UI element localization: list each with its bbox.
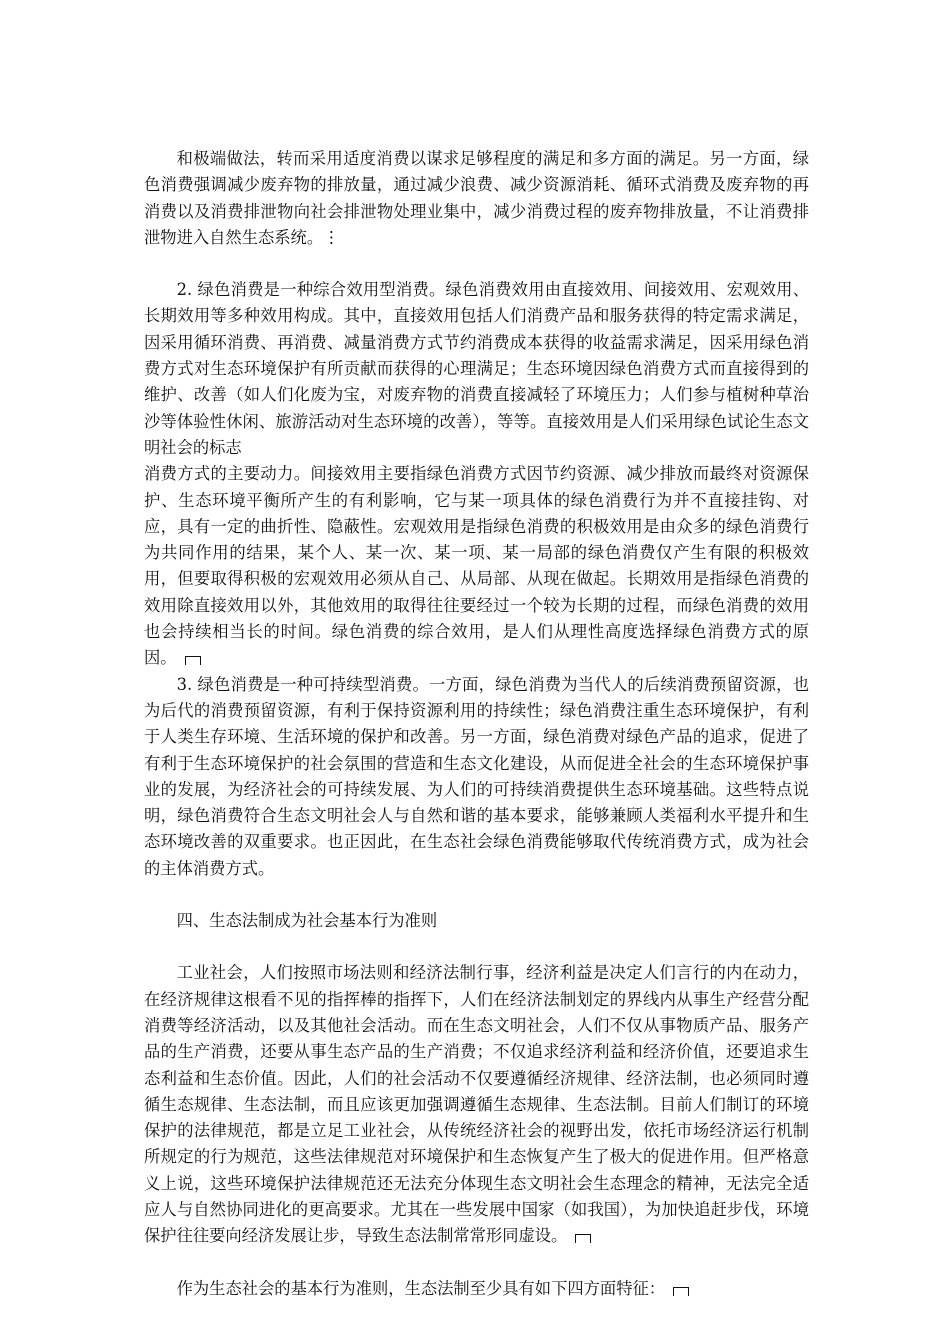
paragraph-1: 和极端做法，转而采用适度消费以谋求足够程度的满足和多方面的满足。另一方面，绿色消费强调减少废弃物的排放量，通过减少浪费、减少资源消耗、循环式消费及废弃物的再消费以及消费排泄物向社会排泄物处理业集中，减少消费过程的废弃物排放量，不让消费排泄物进入自然生态系统。⋮ — [144, 149, 809, 247]
paragraph-5-text: 工业社会，人们按照市场法则和经济法制行事，经济利益是决定人们言行的内在动力，在经济规律这根看不见的指挥棒的指挥下，人们在经济法制划定的界线内从事生产经营分配消费等经济活动，以及其他社会活动。而在生态文明社会，人们不仅从事物质产品、服务产品的生产消费，还要从事生态产品的生产消费；不仅追求经济利益和经济价值，还要追求生态利益和生态价值。因此，人们的社会活动不仅要遵循经济规律、经济法制，也必须同时遵循生态规律、生态法制，而且应该更加强调遵循生态规律、生态法制。目前人们制订的环境保护的法律规范，都是立足工业社会，从传统经济社会的视野出发，依托市场经济运行机制所规定的行为规范，这些法律规范对环境保护和生态恢复产生了极大的促进作用。但严格意义上说，这些环境保护法律规范还无法充分体现生态文明社会生态理念的精神，无法完全适应人与自然协同进化的更高要求。尤其在一些发展中国家（如我国），为加快追赶步伐，环境保护往往要向经济发展让步，导致生态法制常常形同虚设。 — [144, 963, 809, 1246]
paragraph-3-text: 消费方式的主要动力。间接效用主要指绿色消费方式因节约资源、减少排放而最终对资源保护、生态环境平衡所产生的有利影响，它与某一项具体的绿色消费行为并不直接挂钩、对应，具有一定的曲折性、隐蔽性。宏观效用是指绿色消费的积极效用是由众多的绿色消费行为共同作用的结果，某个人、某一次、某一项、某一局部的绿色消费仅产生有限的积极效用，但要取得积极的宏观效用必须从自己、从局部、从现在做起。长期效用是指绿色消费的效用除直接效用以外，其他效用的取得往往要经过一个较为长期的过程，而绿色消费的效用也会持续相当长的时间。绿色消费的综合效用，是人们从理性高度选择绿色消费方式的原因。 — [144, 464, 809, 668]
document-page — [144, 146, 809, 1302]
paragraph-6 — [144, 1276, 809, 1302]
paragraph-5 — [144, 960, 809, 1249]
paragraph-mark-icon — [575, 1234, 591, 1243]
paragraph-mark-icon — [673, 1287, 689, 1296]
paragraph-3 — [144, 461, 809, 671]
paragraph-2: 2. 绿色消费是一种综合效用型消费。绿色消费效用由直接效用、间接效用、宏观效用、长期效用等多种效用构成。其中，直接效用包括人们消费产品和服务获得的特定需求满足，因采用循环消费、再消费、减量消费方式节约消费成本获得的收益需求满足，因采用绿色消费方式对生态环境保护有所贡献而获得的心理满足；生态环境因绿色消费方式而直接得到的维护、改善（如人们化废为宝，对废弃物的消费直接减轻了环境压力；人们参与植树种草治沙等体验性休闲、旅游活动对生态环境的改善），等等。直接效用是人们采用绿色试论生态文明社会的标志 — [144, 280, 809, 457]
section-heading: 四、生态法制成为社会基本行为准则 — [176, 911, 438, 931]
paragraph-4: 3. 绿色消费是一种可持续型消费。一方面，绿色消费为当代人的后续消费预留资源，也为后代的消费预留资源，有利于保持资源利用的持续性；绿色消费注重生态环境保护，有利于人类生存环境、生活环境的保护和改善。另一方面，绿色消费对绿色产品的追求，促进了有利于生态环境保护的社会氛围的营造和生态文化建设，从而促进全社会的生态环境保护事业的发展，为经济社会的可持续发展、为人们的可持续消费提供生态环境基础。这些特点说明，绿色消费符合生态文明社会人与自然和谐的基本要求，能够兼顾人类福利水平提升和生态环境改善的双重要求。也正因此，在生态社会绿色消费能够取代传统消费方式，成为社会的主体消费方式。 — [144, 674, 809, 878]
paragraph-mark-icon — [185, 656, 201, 665]
paragraph-6-text: 作为生态社会的基本行为准则，生态法制至少具有如下四方面特征： — [176, 1278, 666, 1298]
